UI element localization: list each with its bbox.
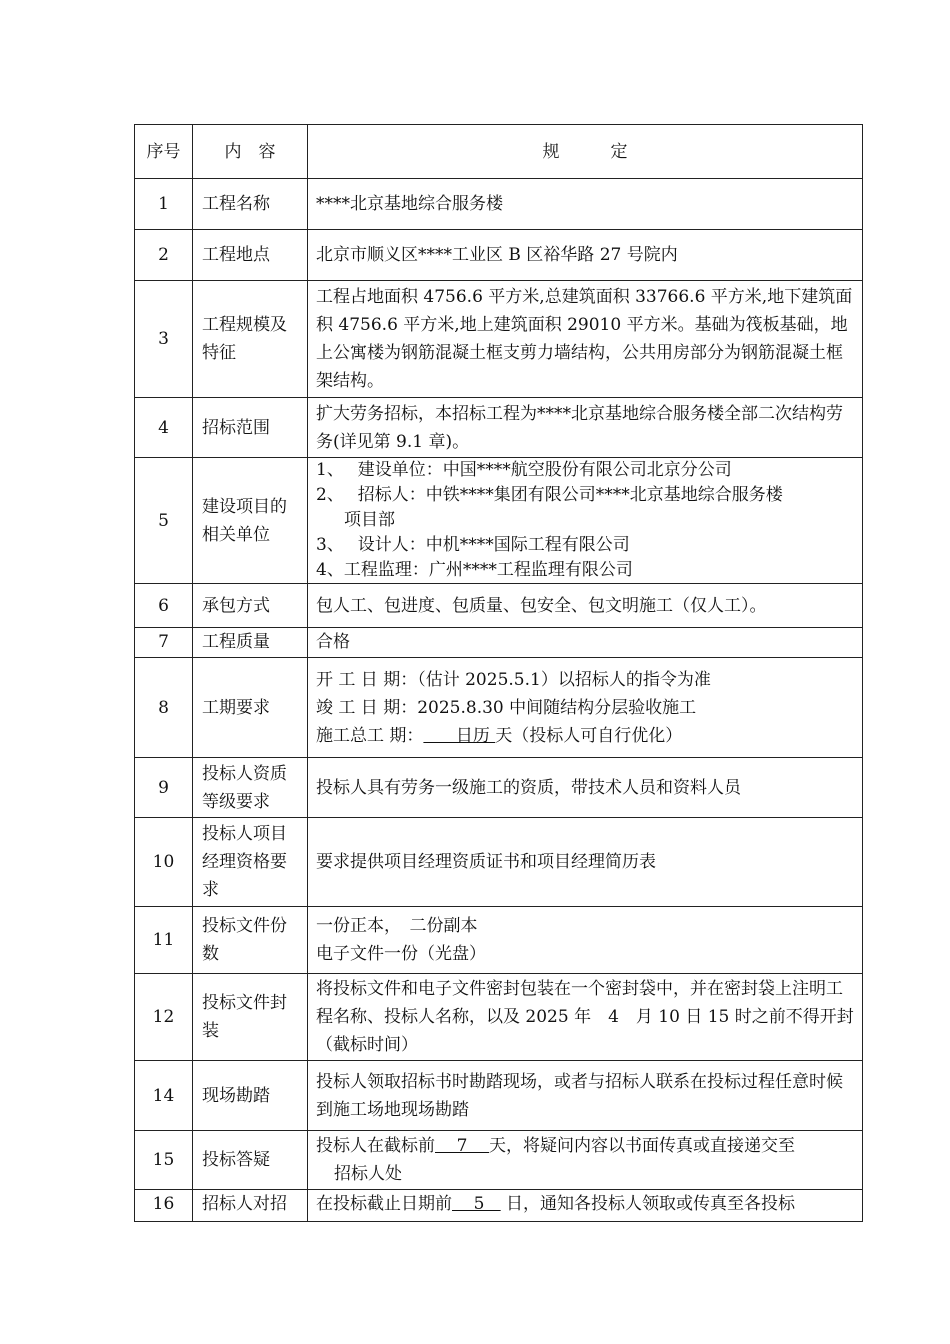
copies-line: 一份正本， 二份副本 [316,916,478,936]
table-row [135,458,863,584]
duration-line [316,722,854,750]
notice-days: 5 [452,1194,501,1214]
table-row [135,281,863,398]
table-row [135,1131,863,1190]
row-no: 10 [135,818,193,907]
finish-date-line: 竣 工 日 期：2025.8.30 中间随结构分层验收施工 [316,697,697,718]
row-text: 将投标文件和电子文件密封包装在一个密封袋中，并在密封袋上注明工程名称、投标人名称，以及 2025 年 4 月 10 日 15 时之前不得开封（截标时间） [308,974,863,1061]
unit-line: 2、 招标人：中铁****集团有限公司****北京基地综合服务楼 [316,485,783,505]
header-content: 内 容 [193,125,308,179]
row-text [308,458,863,584]
row-name: 招标范围 [193,398,308,458]
row-no: 16 [135,1190,193,1222]
qa-days: 7 [435,1136,490,1156]
table-row [135,974,863,1061]
electronic-line: 电子文件一份（光盘） [316,944,486,964]
duration-label: 施工总工 期： [316,725,424,746]
table-row [135,584,863,628]
duration-blank: 日历 [423,725,496,746]
table-row [135,179,863,230]
row-no: 2 [135,230,193,281]
row-name: 投标文件份数 [193,907,308,974]
row-text: 工程占地面积 4756.6 平方米,总建筑面积 33766.6 平方米,地下建筑面积 4756.6 平方米,地上建筑面积 29010 平方米。基础为筏板基础，地上公寓楼为钢筋混凝土框支剪力墙结构，公共用房部分为钢筋混凝土框架结构。 [308,281,863,398]
tender-table [134,124,863,1222]
row-no: 8 [135,658,193,758]
row-no: 15 [135,1131,193,1190]
row-text: 扩大劳务招标，本招标工程为****北京基地综合服务楼全部二次结构劳务(详见第 9.1 章)。 [308,398,863,458]
table-row [135,1190,863,1222]
row-text [308,907,863,974]
row-no: 12 [135,974,193,1061]
qa-suffix: 天，将疑问内容以书面传真或直接递交至 [489,1136,796,1156]
table-row [135,398,863,458]
unit-line: 项目部 [344,510,395,530]
row-no: 9 [135,758,193,818]
row-name: 工程规模及特征 [193,281,308,398]
header-no: 序号 [135,125,193,179]
row-name: 投标答疑 [193,1131,308,1190]
row-no: 6 [135,584,193,628]
row-no: 1 [135,179,193,230]
table-row [135,758,863,818]
row-text [308,1131,863,1190]
table-row [135,818,863,907]
duration-suffix: 天（投标人可自行优化） [495,725,683,746]
row-text: 要求提供项目经理资质证书和项目经理简历表 [308,818,863,907]
row-no: 7 [135,628,193,658]
notice-prefix: 在投标截止日期前 [316,1194,452,1214]
row-no: 14 [135,1061,193,1131]
row-text: 投标人具有劳务一级施工的资质，带技术人员和资料人员 [308,758,863,818]
qa-prefix: 投标人在截标前 [316,1136,435,1156]
table-row [135,658,863,758]
unit-line: 4、工程监理：广州****工程监理有限公司 [316,560,633,580]
row-name: 投标文件封装 [193,974,308,1061]
table-row [135,628,863,658]
row-name: 工程地点 [193,230,308,281]
start-date-line: 开 工 日 期：（估计 2025.5.1）以招标人的指令为准 [316,669,711,690]
row-name: 承包方式 [193,584,308,628]
table-row [135,907,863,974]
header-row [135,125,863,179]
qa-line2: 招标人处 [334,1164,402,1184]
row-no: 11 [135,907,193,974]
row-name: 现场勘踏 [193,1061,308,1131]
row-no: 4 [135,398,193,458]
row-name: 招标人对招 [193,1190,308,1222]
row-text: 包人工、包进度、包质量、包安全、包文明施工（仅人工）。 [308,584,863,628]
row-text [308,1190,863,1222]
row-text: ****北京基地综合服务楼 [308,179,863,230]
row-text: 合格 [308,628,863,658]
row-no: 5 [135,458,193,584]
row-text [308,658,863,758]
row-name: 建设项目的相关单位 [193,458,308,584]
header-rule: 规 定 [308,125,863,179]
notice-suffix: 日，通知各投标人领取或传真至各投标 [500,1194,796,1214]
row-text: 北京市顺义区****工业区 B 区裕华路 27 号院内 [308,230,863,281]
table-row [135,230,863,281]
row-no: 3 [135,281,193,398]
row-name: 投标人资质等级要求 [193,758,308,818]
unit-line: 1、 建设单位：中国****航空股份有限公司北京分公司 [316,460,732,480]
row-text: 投标人领取招标书时勘踏现场，或者与招标人联系在投标过程任意时候到施工场地现场勘踏 [308,1061,863,1131]
row-name: 工期要求 [193,658,308,758]
row-name: 投标人项目经理资格要求 [193,818,308,907]
row-name: 工程质量 [193,628,308,658]
row-name: 工程名称 [193,179,308,230]
table-row [135,1061,863,1131]
unit-line: 3、 设计人：中机****国际工程有限公司 [316,535,630,555]
